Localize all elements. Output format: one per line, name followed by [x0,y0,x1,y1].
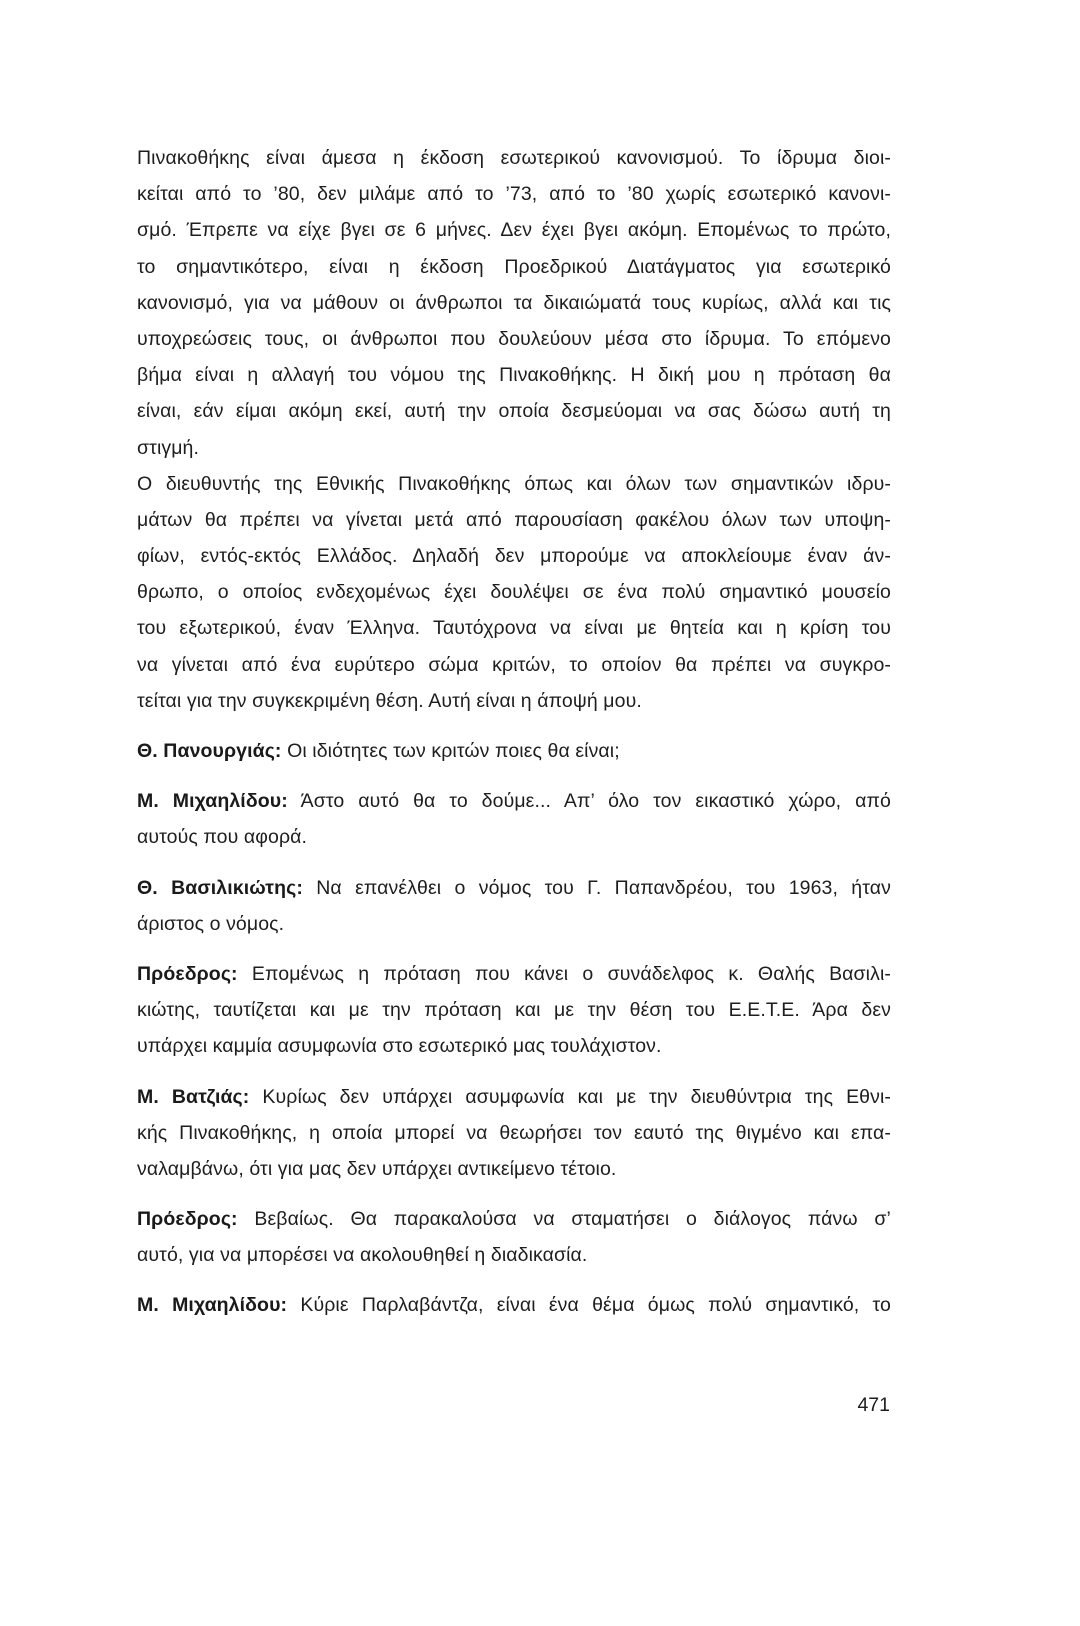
dialogue-entry [137,870,891,942]
speaker-name: Πρόεδρος: [137,962,238,985]
speech-text: Επομένως η πρόταση που κάνει ο συνάδελφος κ. Θαλής Βασιλι- [251,962,891,985]
text-line: στιγμή. [137,436,200,459]
text-line: άριστος ο νόμος. [137,912,285,935]
text-line: Ο διευθυντής της Εθνικής Πινακοθήκης όπως και όλων των σημαντικών ιδρυ- [137,472,891,495]
document-page [137,140,891,1324]
text-line [137,733,891,769]
speaker-name: Μ. Μιχαηλίδου: [137,1294,288,1317]
text-line: μάτων θα πρέπει να γίνεται μετά από παρουσίαση φακέλου όλων των υποψη- [137,508,891,531]
text-line: κής Πινακοθήκης, η οποία μπορεί να θεωρήσει τον εαυτό της θιγμένο και επα- [137,1121,891,1144]
dialogue-entry [137,1079,891,1188]
text-line [137,1079,891,1115]
dialogue-entry [137,1287,891,1323]
page-number: 471 [857,1394,890,1416]
speaker-name: Μ. Μιχαηλίδου: [137,790,288,813]
speech-text: Κύριε Παρλαβάντζα, είναι ένα θέμα όμως πολύ σημαντικό, το [300,1294,891,1317]
text-line [137,783,891,819]
text-line: θρωπο, ο οποίος ενδεχομένως έχει δουλέψει σε ένα πολύ σημαντικό μουσείο [137,581,891,604]
text-line: κείται από το ’80, δεν μιλάμε από το ’73, από το ’80 χωρίς εσωτερικό κανονι- [137,183,891,206]
text-line: είναι, εάν είμαι ακόμη εκεί, αυτή την οποία δεσμεύομαι να σας δώσω αυτή τη [137,400,891,423]
text-line: Πινακοθήκης είναι άμεσα η έκδοση εσωτερικού κανονισμού. Το ίδρυμα διοι- [137,147,891,169]
text-line [137,956,891,992]
text-line: το σημαντικότερο, είναι η έκδοση Προεδρικού Διατάγματος για εσωτερικό [137,255,891,278]
text-line: σμό. Έπρεπε να είχε βγει σε 6 μήνες. Δεν έχει βγει ακόμη. Επομένως το πρώτο, [137,219,891,242]
text-line [137,1287,891,1323]
text-line: τείται για την συγκεκριμένη θέση. Αυτή είναι η άποψή μου. [137,689,642,712]
text-line: υποχρεώσεις τους, οι άνθρωποι που δουλεύουν μέσα στο ίδρυμα. Το επόμενο [137,327,891,350]
speech-text: Βεβαίως. Θα παρακαλούσα να σταματήσει ο διάλογος πάνω σ’ [254,1208,891,1231]
text-line: του εξωτερικού, έναν Έλληνα. Ταυτόχρονα να είναι με θητεία και η κρίση του [137,617,891,640]
dialogue-entry [137,956,891,1065]
dialogue-entry [137,783,891,855]
text-line: αυτούς που αφορά. [137,826,308,849]
speaker-name: Θ. Βασιλικιώτης: [137,876,303,899]
text-line: βήμα είναι η αλλαγή του νόμου της Πινακοθήκης. Η δική μου η πρόταση θα [137,364,891,387]
speech-text: Άστο αυτό θα το δούμε... Απ’ όλο τον εικαστικό χώρο, από [300,790,891,813]
text-line [137,1201,891,1237]
text-line: κιώτης, ταυτίζεται και με την πρόταση και με την θέση του Ε.Ε.Τ.Ε. Άρα δεν [137,999,891,1022]
text-line: ναλαμβάνω, ότι για μας δεν υπάρχει αντικείμενο τέτοιο. [137,1157,617,1180]
text-line: φίων, εντός-εκτός Ελλάδος. Δηλαδή δεν μπορούμε να αποκλείουμε έναν άν- [137,545,891,568]
paragraph [137,140,891,466]
speech-text: Κυρίως δεν υπάρχει ασυμφωνία και με την διευθύντρια της Εθνι- [262,1085,891,1108]
speech-text: Οι ιδιότητες των κριτών ποιες θα είναι; [287,740,620,762]
text-line [137,870,891,906]
paragraph [137,466,891,719]
text-line: αυτό, για να μπορέσει να ακολουθηθεί η διαδικασία. [137,1244,588,1267]
speech-text: Να επανέλθει ο νόμος του Γ. Παπανδρέου, του 1963, ήταν [316,876,891,899]
dialogue-entry [137,733,891,769]
speaker-name: Μ. Βατζιάς: [137,1085,250,1108]
text-line: υπάρχει καμμία ασυμφωνία στο εσωτερικό μας τουλάχιστον. [137,1035,662,1058]
speaker-name: Θ. Πανουργιάς: [137,740,282,762]
text-line: κανονισμό, για να μάθουν οι άνθρωποι τα δικαιώματά τους κυρίως, αλλά και τις [137,291,891,314]
speaker-name: Πρόεδρος: [137,1208,238,1231]
text-line: να γίνεται από ένα ευρύτερο σώμα κριτών, το οποίον θα πρέπει να συγκρο- [137,653,891,676]
dialogue-entry [137,1201,891,1273]
